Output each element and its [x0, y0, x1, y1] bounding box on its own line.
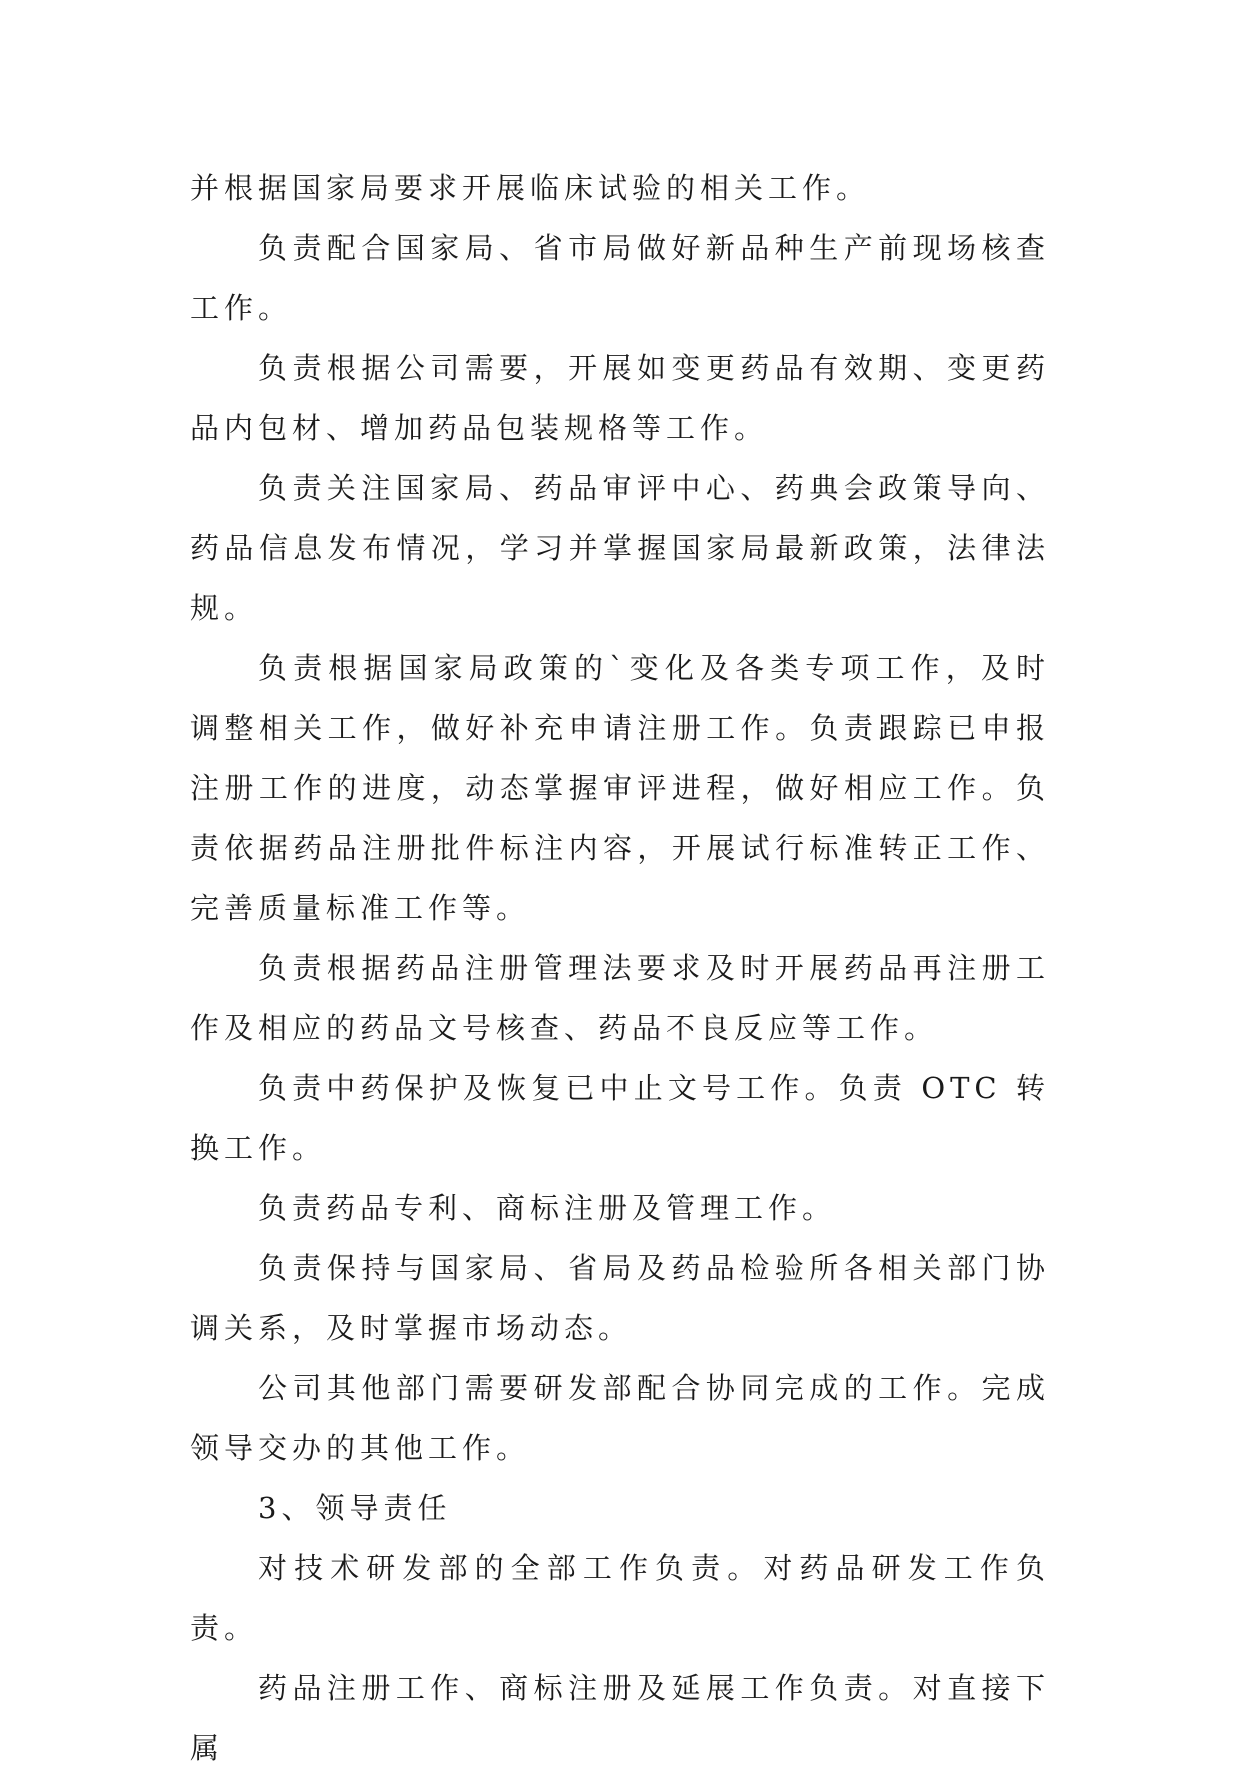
section-heading-leadership: 3、领导责任	[258, 1491, 452, 1525]
paragraph-10: 公司其他部门需要研发部配合协同完成的工作。完成领导交办的其他工作。	[190, 1371, 1050, 1465]
document-page	[190, 158, 1050, 1778]
paragraph-12: 对技术研发部的全部工作负责。对药品研发工作负责。	[190, 1551, 1050, 1645]
paragraph-7: 负责中药保护及恢复已中止文号工作。负责 OTC 转换工作。	[190, 1071, 1050, 1165]
paragraph-2: 负责配合国家局、省市局做好新品种生产前现场核查工作。	[190, 231, 1050, 325]
paragraph-13: 药品注册工作、商标注册及延展工作负责。对直接下属	[190, 1671, 1050, 1765]
paragraph-5: 负责根据国家局政策的`变化及各类专项工作，及时调整相关工作，做好补充申请注册工作。负责跟踪已申报注册工作的进度，动态掌握审评进程，做好相应工作。负责依据药品注册批件标注内容，开展试行标准转正工作、完善质量标准工作等。	[190, 651, 1050, 925]
paragraph-1: 并根据国家局要求开展临床试验的相关工作。	[190, 171, 871, 205]
paragraph-6: 负责根据药品注册管理法要求及时开展药品再注册工作及相应的药品文号核查、药品不良反应等工作。	[190, 951, 1050, 1045]
paragraph-3: 负责根据公司需要，开展如变更药品有效期、变更药品内包材、增加药品包装规格等工作。	[190, 351, 1050, 445]
paragraph-9: 负责保持与国家局、省局及药品检验所各相关部门协调关系，及时掌握市场动态。	[190, 1251, 1050, 1345]
paragraph-4: 负责关注国家局、药品审评中心、药典会政策导向、药品信息发布情况，学习并掌握国家局最新政策，法律法规。	[190, 471, 1050, 625]
paragraph-8: 负责药品专利、商标注册及管理工作。	[258, 1191, 837, 1225]
